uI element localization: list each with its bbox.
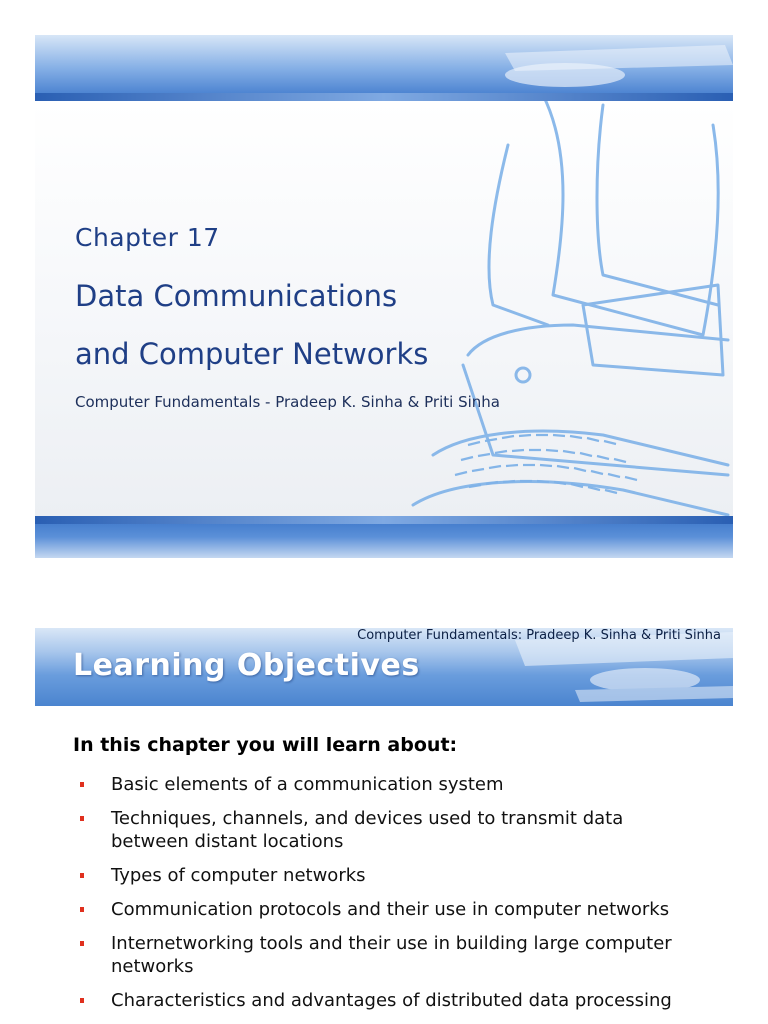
title-line-2: and Computer Networks: [75, 337, 429, 371]
objectives-slide: [35, 628, 733, 1024]
lead-text: In this chapter you will learn about:: [73, 734, 458, 756]
slide-subtitle: Computer Fundamentals - Pradeep K. Sinha & Priti Sinha: [75, 393, 500, 411]
top-band: [35, 35, 733, 101]
slide-header: [35, 628, 733, 706]
list-item: Internetworking tools and their use in building large computer networks: [73, 932, 693, 978]
bullet-icon: [80, 998, 84, 1003]
bottom-band: [35, 516, 733, 558]
title-line-1: Data Communications: [75, 279, 398, 313]
header-credit: Computer Fundamentals: Pradeep K. Sinha & Priti Sinha: [357, 628, 721, 643]
list-item: Types of computer networks: [73, 864, 693, 887]
slide-title: Learning Objectives: [73, 648, 420, 683]
list-item: Characteristics and advantages of distributed data processing: [73, 989, 693, 1012]
title-slide: [35, 35, 733, 558]
list-item: Basic elements of a communication system: [73, 773, 693, 796]
chapter-label: Chapter 17: [75, 223, 220, 252]
bullet-icon: [80, 941, 84, 946]
bullet-icon: [80, 907, 84, 912]
bullet-icon: [80, 816, 84, 821]
list-item: Techniques, channels, and devices used to transmit data between distant locations: [73, 807, 693, 853]
objectives-list: [73, 773, 693, 1023]
computer-illustration: [373, 35, 733, 558]
bullet-icon: [80, 873, 84, 878]
bullet-icon: [80, 782, 84, 787]
list-item: Communication protocols and their use in computer networks: [73, 898, 693, 921]
